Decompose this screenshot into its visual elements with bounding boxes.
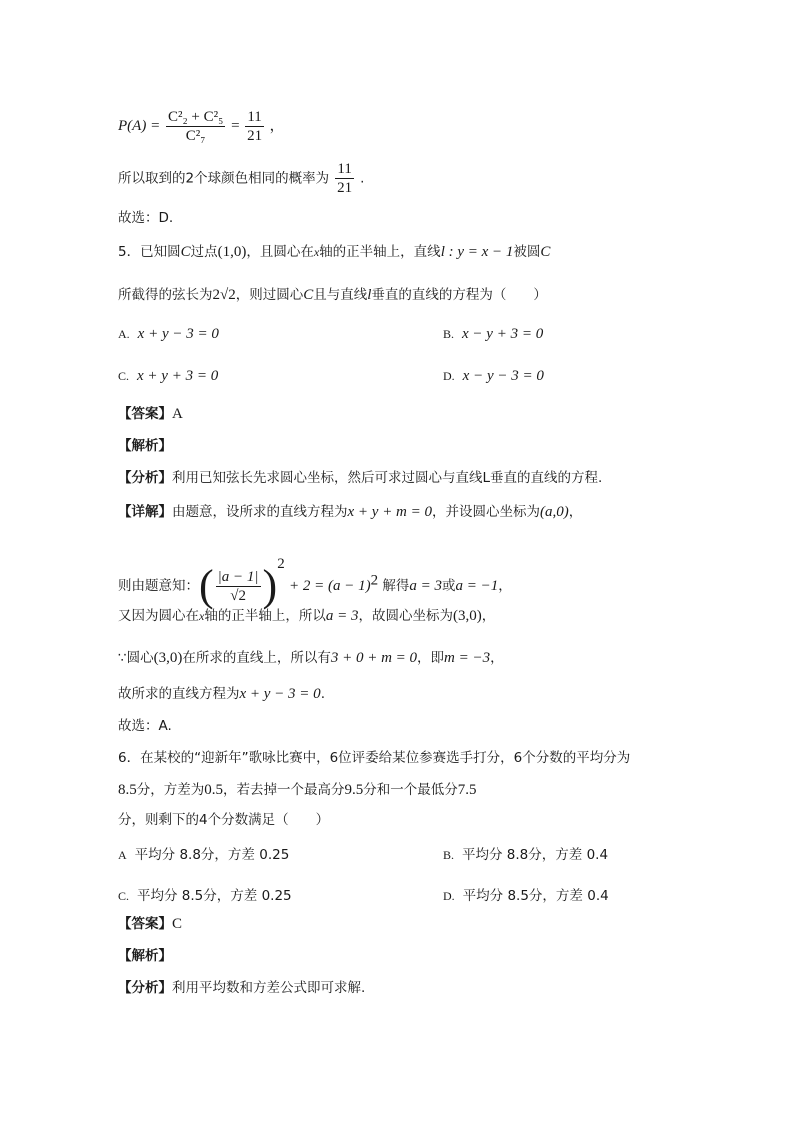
- q5-option-a: [118, 326, 219, 343]
- text: 分和一个最低分: [363, 782, 458, 798]
- q5-xiangjie-3: [118, 606, 495, 626]
- math-point: (3,0): [153, 650, 183, 666]
- q5-xiangjie-1: [118, 502, 582, 522]
- q6-option-a: [118, 843, 289, 863]
- math-value: 9.5: [344, 782, 364, 798]
- math-eq: 3 + 0 + m = 0: [330, 650, 418, 666]
- option-text: x + y + 3 = 0: [137, 368, 219, 384]
- formula-lhs: P(A) =: [118, 117, 161, 134]
- answer-value: C: [172, 916, 183, 932]
- analysis-tag: 【解析】: [118, 438, 172, 454]
- option-label: C.: [118, 889, 130, 903]
- option-text: x + y − 3 = 0: [137, 326, 219, 342]
- text: ，即: [417, 650, 445, 666]
- q5-choose: 故选：A.: [118, 718, 172, 734]
- q6-fenxi: [118, 978, 365, 998]
- q5-option-c: [118, 368, 218, 385]
- math-eq: m = −3: [444, 650, 491, 666]
- math-point: (a,0): [540, 504, 569, 520]
- answer-value: A: [172, 406, 183, 422]
- math-var: x: [313, 245, 320, 259]
- text: 且与直线: [313, 287, 368, 303]
- math-var: C: [180, 244, 191, 260]
- math-eq: a = 3: [325, 608, 359, 624]
- math-var: x: [199, 609, 205, 623]
- q5-line-2: [118, 285, 547, 305]
- math-value: 0.5: [204, 782, 223, 798]
- text: ，且圆心在: [246, 244, 314, 260]
- option-label: D.: [443, 889, 455, 903]
- math-point: (3,0): [452, 608, 482, 624]
- analysis-tag: 【解析】: [118, 948, 172, 964]
- text: 分，方差为: [136, 782, 205, 798]
- text: 或: [442, 578, 456, 594]
- q5-line-1: [118, 242, 550, 262]
- fraction-probability: [335, 160, 353, 197]
- option-text: 平均分 8.8分，方差 0.4: [462, 847, 609, 863]
- text: 被圆: [513, 244, 541, 260]
- text: 轴的正半轴上，所以: [204, 608, 326, 624]
- fenxi-tag: 【分析】: [118, 470, 172, 486]
- math-eq: x + y + m = 0: [347, 504, 433, 520]
- option-text: x − y + 3 = 0: [462, 326, 544, 342]
- text: ，: [490, 650, 504, 666]
- fenxi-text: 利用已知弦长先求圆心坐标，然后可求过圆心与直线L垂直的直线的方程.: [172, 470, 603, 486]
- text: ∵圆心: [118, 650, 154, 666]
- option-text: 平均分 8.5分，方差 0.25: [137, 888, 292, 904]
- text: ，: [498, 578, 512, 594]
- option-label: A.: [118, 327, 130, 341]
- text: 过点: [190, 244, 218, 260]
- option-label: D.: [443, 369, 455, 383]
- text: 所截得的弦长为: [118, 287, 213, 303]
- q6-line-1: 6．在某校的“迎新年”歌咏比赛中，6位评委给某位参赛选手打分，6个分数的平均分为: [118, 750, 631, 766]
- text: ，: [481, 608, 496, 624]
- fraction-combination: [166, 108, 225, 145]
- text: 由题意，设所求的直线方程为: [172, 504, 348, 520]
- q5-option-b: [443, 326, 543, 343]
- fraction-numerator: C²₂ + C²₅: [167, 109, 224, 125]
- answer-tag: 【答案】: [118, 916, 172, 932]
- text: 则由题意知：: [118, 578, 199, 594]
- text: 在所求的直线上，所以有: [182, 650, 331, 666]
- probability-sentence: [118, 160, 364, 197]
- math-value: 7.5: [457, 782, 477, 798]
- fraction-numerator: |a − 1|: [217, 568, 259, 585]
- text: 故所求的直线方程为: [118, 686, 240, 702]
- fenxi-tag: 【分析】: [118, 980, 172, 996]
- option-label: C.: [118, 369, 130, 383]
- math-point: (1,0): [217, 244, 247, 260]
- fraction-denominator: 21: [337, 180, 353, 196]
- fraction-abs: [216, 568, 261, 605]
- q5-xiangjie-4: [118, 648, 504, 668]
- text: ，则过圆心: [235, 287, 304, 303]
- q5-analysis-tag: [118, 436, 172, 456]
- math-var: C: [540, 244, 551, 260]
- text: 解得: [382, 578, 410, 594]
- q6-option-c: [118, 884, 292, 904]
- option-text: 平均分 8.5分，方差 0.4: [462, 888, 609, 904]
- option-text: 平均分 8.8分，方差 0.25: [134, 847, 290, 863]
- comma: ，: [269, 117, 285, 134]
- fenxi-text: 利用平均数和方差公式即可求解.: [172, 980, 366, 996]
- q5-xiangjie-2: [118, 542, 512, 608]
- fraction-numerator: 11: [247, 109, 262, 125]
- right-paren: ): [262, 561, 278, 610]
- text: ，并设圆心坐标为: [432, 504, 541, 520]
- fraction-numerator: 11: [337, 161, 352, 177]
- q6-option-b: [443, 843, 608, 863]
- exponent: 2: [370, 572, 379, 589]
- fraction-denominator: 21: [247, 128, 263, 144]
- fraction-result: [245, 108, 263, 145]
- math-var: C: [303, 287, 314, 303]
- period: .: [360, 170, 365, 187]
- math-expr: + 2 = (a − 1): [288, 578, 371, 594]
- q6-line-2: [118, 780, 477, 800]
- text: ，: [568, 504, 583, 520]
- option-label: B.: [443, 327, 455, 341]
- q6-option-d: [443, 884, 609, 904]
- equals-sign: =: [231, 117, 240, 134]
- fraction-denominator: C²₇: [185, 128, 206, 144]
- left-paren: (: [199, 561, 214, 610]
- fraction-denominator: √2: [230, 587, 246, 604]
- text: .: [320, 686, 325, 702]
- choose-d-line: 故选：D.: [118, 210, 174, 226]
- option-label: A: [118, 848, 127, 862]
- text: ，故圆心坐标为: [358, 608, 453, 624]
- exponent: 2: [277, 556, 285, 572]
- q6-answer: [118, 914, 182, 934]
- q5-fenxi: [118, 468, 602, 488]
- math-value: 8.5: [118, 782, 137, 798]
- q6-analysis-tag: [118, 946, 172, 966]
- math-solution: a = −1: [455, 578, 499, 594]
- math-value: 2√2: [212, 287, 236, 303]
- formula-probability: [118, 108, 285, 145]
- sentence-text: 所以取到的2个球颜色相同的概率为: [118, 170, 330, 187]
- option-label: B.: [443, 848, 455, 862]
- q5-option-d: [443, 368, 544, 385]
- option-text: x − y − 3 = 0: [462, 368, 544, 384]
- text: 5．已知圆: [118, 244, 181, 260]
- math-solution: a = 3: [409, 578, 443, 594]
- text: 又因为圆心在: [118, 608, 199, 624]
- q6-line-3: 分，则剩下的4个分数满足（ ）: [118, 812, 330, 828]
- text: ，若去掉一个最高分: [223, 782, 345, 798]
- math-var: l: [367, 287, 372, 303]
- answer-tag: 【答案】: [118, 406, 172, 422]
- xiangjie-tag: 【详解】: [118, 504, 172, 520]
- math-eq: x + y − 3 = 0: [239, 686, 321, 702]
- text: 垂直的直线的方程为（ ）: [371, 287, 547, 303]
- text: 轴的正半轴上，直线: [319, 244, 441, 260]
- math-line-eq: l : y = x − 1: [440, 244, 514, 260]
- q5-xiangjie-5: [118, 684, 325, 704]
- q5-answer: [118, 404, 183, 424]
